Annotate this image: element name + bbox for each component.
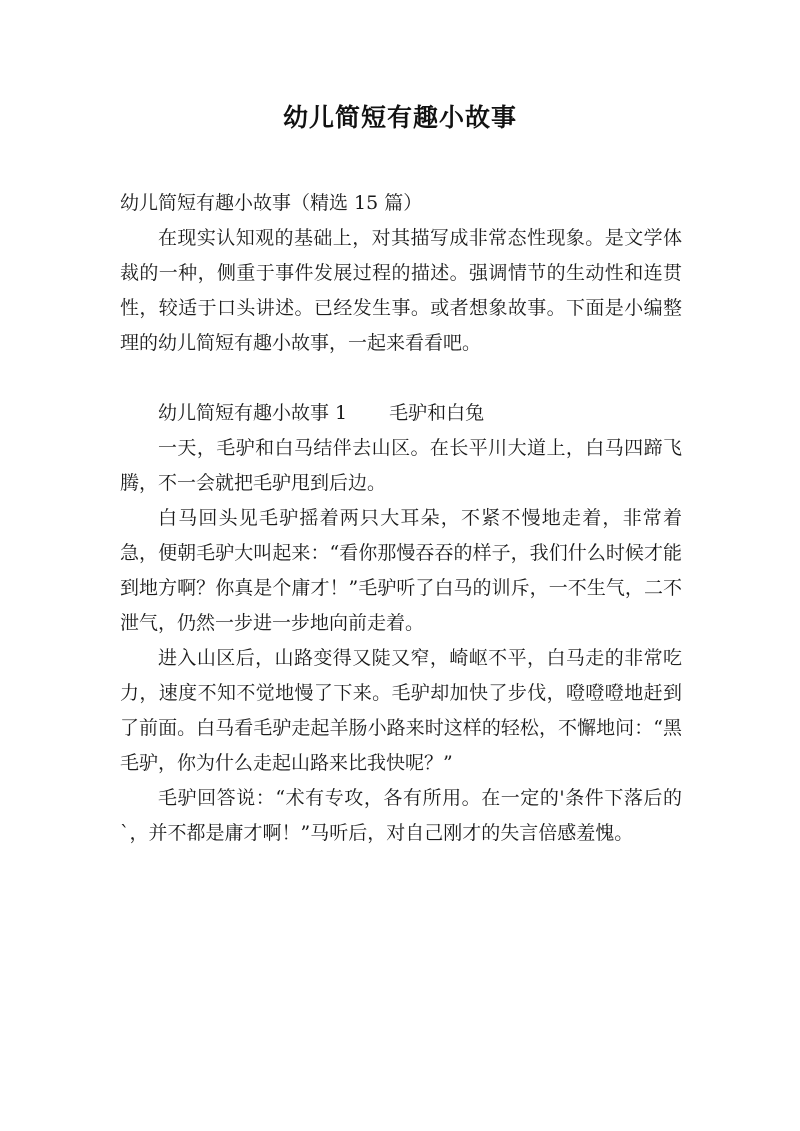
story-paragraph: 毛驴回答说：“术有专攻，各有所用。在一定的'条件下落后的`，并不都是庸才啊！”马听后，对自己刚才的失言倍感羞愧。 <box>120 787 682 844</box>
story-paragraph: 进入山区后，山路变得又陡又窄，崎岖不平，白马走的非常吃力，速度不知不觉地慢了下来。毛驴却加快了步伐，噔噔噔地赶到了前面。白马看毛驴走起羊肠小路来时这样的轻松，不懈地问：“黑毛驴，你为什么走起山路来比我快呢？” <box>120 647 682 774</box>
story-paragraph: 白马回头见毛驴摇着两只大耳朵，不紧不慢地走着，非常着急，便朝毛驴大叫起来：“看你那慢吞吞的样子，我们什么时候才能到地方啊？你真是个庸才！”毛驴听了白马的训斥，一不生气，二不泄气，仍然一步进一步地向前走着。 <box>120 507 682 634</box>
story-heading-label: 幼儿简短有趣小故事 1 <box>158 402 348 424</box>
paragraph-gap <box>120 361 682 396</box>
intro-paragraph: 在现实认知观的基础上，对其描写成非常态性现象。是文学体裁的一种，侧重于事件发展过程的描述。强调情节的生动性和连贯性，较适于口头讲述。已经发生事。或者想象故事。下面是小编整理的幼儿简短有趣小故事，一起来看看吧。 <box>120 227 682 354</box>
story-heading-name: 毛驴和白兔 <box>389 402 485 424</box>
document-subtitle: 幼儿简短有趣小故事（精选 15 篇） <box>120 192 423 214</box>
document-title: 幼儿简短有趣小故事 <box>282 103 517 132</box>
story-heading <box>120 396 682 431</box>
document-body <box>120 186 682 851</box>
story-paragraph: 一天，毛驴和白马结伴去山区。在长平川大道上，白马四蹄飞腾，不一会就把毛驴甩到后边。 <box>120 437 682 494</box>
